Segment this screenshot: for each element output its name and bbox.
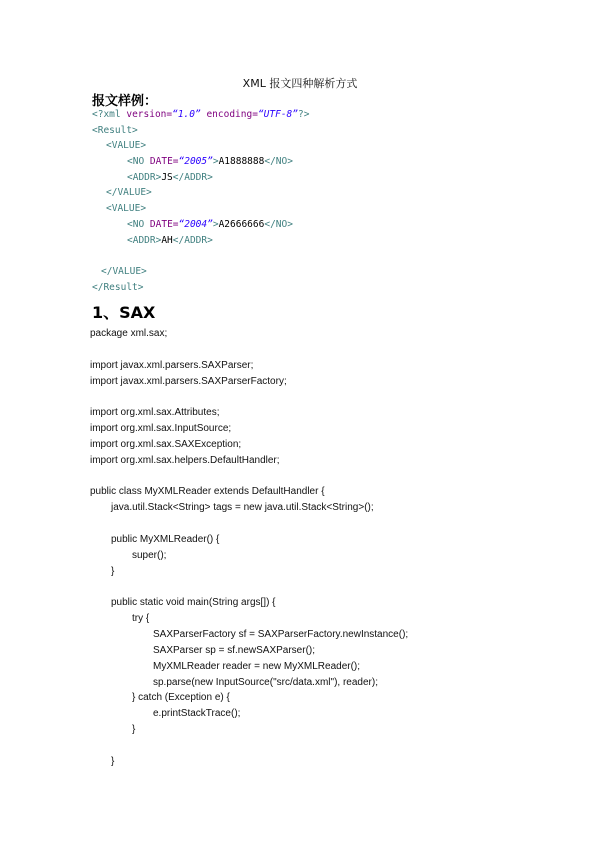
code-line: SAXParser sp = sf.newSAXParser();: [153, 644, 316, 656]
xml-result-open: <Result>: [92, 124, 138, 136]
code-line: public static void main(String args[]) {: [111, 597, 276, 609]
code-line: } catch (Exception e) {: [132, 692, 230, 704]
code-line: e.printStackTrace();: [153, 708, 241, 720]
xml-addr-line: <ADDR>JS</ADDR>: [127, 171, 213, 183]
xml-value-open: <VALUE>: [106, 140, 147, 152]
code-line: import javax.xml.parsers.SAXParserFactory;: [90, 375, 287, 387]
xml-sample-block: [92, 107, 309, 295]
xml-addr-line: <ADDR>AH</ADDR>: [127, 234, 213, 246]
code-line: }: [132, 724, 136, 736]
code-line: package xml.sax;: [90, 328, 168, 339]
code-line: }: [111, 755, 115, 767]
code-line: import org.xml.sax.InputSource;: [90, 423, 232, 435]
code-line: import org.xml.sax.Attributes;: [90, 407, 220, 419]
code-line: [90, 516, 408, 532]
code-line: try {: [132, 613, 150, 625]
code-line: [90, 342, 408, 358]
code-line: sp.parse(new InputSource("src/data.xml"), reader);: [153, 676, 378, 688]
code-line: [90, 580, 408, 596]
xml-result-close: </Result>: [92, 281, 144, 293]
code-line: public class MyXMLReader extends DefaultHandler {: [90, 486, 325, 498]
sample-heading: 报文样例：: [92, 94, 158, 109]
xml-value-open: <VALUE>: [106, 203, 147, 215]
xml-declaration: <?xml version=“1.0” encoding=“UTF-8”?>: [92, 109, 310, 120]
code-line: SAXParserFactory sf = SAXParserFactory.newInstance();: [153, 629, 409, 641]
code-line: import org.xml.sax.SAXException;: [90, 438, 242, 450]
code-line: [90, 738, 408, 754]
xml-no-line: <NO DATE=“2005”>A1888888</NO>: [127, 156, 293, 168]
code-line: [90, 389, 408, 405]
xml-value-close: </VALUE>: [101, 265, 147, 277]
code-line: [90, 469, 408, 485]
page-title: XML 报文四种解析方式: [242, 77, 358, 90]
code-line: java.util.Stack<String> tags = new java.util.Stack<String>();: [111, 502, 374, 514]
sax-heading: 1、SAX: [92, 303, 156, 322]
sax-code-block: [90, 326, 408, 770]
code-line: public MyXMLReader() {: [111, 533, 220, 545]
code-line: import javax.xml.parsers.SAXParser;: [90, 359, 254, 371]
xml-no-line: <NO DATE=“2004”>A2666666</NO>: [127, 218, 293, 230]
xml-blank-line: [92, 248, 309, 264]
xml-value-close: </VALUE>: [106, 187, 152, 199]
code-line: }: [111, 565, 115, 577]
code-line: MyXMLReader reader = new MyXMLReader();: [153, 660, 361, 672]
code-line: super();: [132, 549, 167, 561]
code-line: import org.xml.sax.helpers.DefaultHandler;: [90, 454, 280, 466]
